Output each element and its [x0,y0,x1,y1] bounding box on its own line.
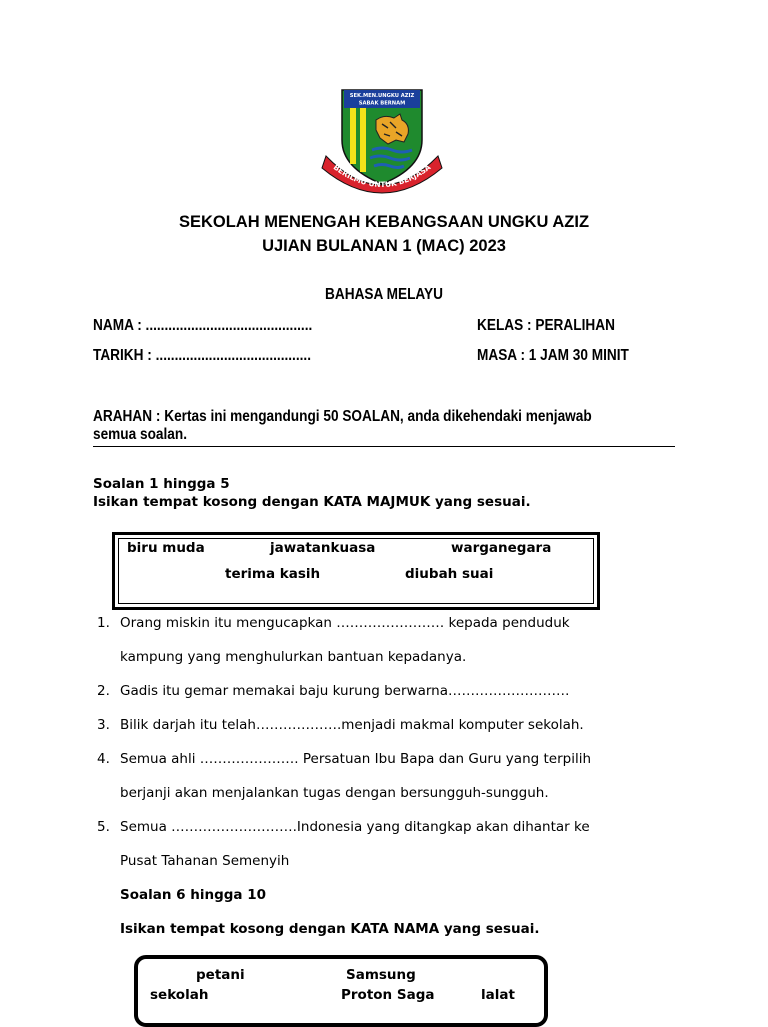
instructions-line-1: ARAHAN : Kertas ini mengandungi 50 SOALAN, anda dikehendaki menjawab [93,408,592,425]
name-field: NAMA : ............................................ [93,317,313,334]
word-bank-2-item: Samsung [346,967,416,983]
word-bank-1-item: terima kasih [225,566,321,582]
word-bank-1-item: jawatankuasa [270,540,376,556]
word-bank-2-item: sekolah [150,987,209,1003]
date-field: TARIKH : ......................................... [93,347,312,364]
word-bank-2-item: Proton Saga [341,987,435,1003]
section-2-range: Soalan 6 hingga 10 [120,887,267,903]
crest-motto: BERILMU UNTUK BERJASA [331,162,433,190]
divider [93,446,675,447]
section-1-range: Soalan 1 hingga 5 [93,476,230,492]
duration-field: MASA : 1 JAM 30 MINIT [477,347,629,364]
crest-sub-text: SABAK BERNAM [358,100,406,107]
school-crest-logo [318,84,446,198]
question-5-text: Semua ……………………….Indonesia yang ditangkap akan dihantar ke [120,819,590,835]
instructions-line-2: semua soalan. [93,426,188,443]
school-title [0,210,768,258]
question-2-text: Gadis itu gemar memakai baju kurung berwarna……………………… [120,683,570,699]
word-bank-2-item: petani [196,967,245,983]
section-2-instruction: Isikan tempat kosong dengan KATA NAMA yang sesuai. [120,921,540,937]
exam-name: UJIAN BULANAN 1 (MAC) 2023 [262,237,506,255]
crest-top-text: SEK.MEN.UNGKU AZIZ [349,93,415,99]
word-bank-1-item: biru muda [127,540,205,556]
question-number: 1. [97,615,110,631]
question-number: 4. [97,751,110,767]
question-1-text: Orang miskin itu mengucapkan …………………… kepada penduduk [120,615,570,631]
section-1-instruction: Isikan tempat kosong dengan KATA MAJMUK yang sesuai. [93,494,531,510]
question-4-text: Semua ahli …………………. Persatuan Ibu Bapa dan Guru yang terpilih [120,751,592,767]
word-bank-1-item: diubah suai [405,566,494,582]
question-3-text: Bilik darjah itu telah……………….menjadi makmal komputer sekolah. [120,717,584,733]
school-name: SEKOLAH MENENGAH KEBANGSAAN UNGKU AZIZ [178,213,590,231]
question-number: 2. [97,683,110,699]
word-bank-2-item: lalat [481,987,515,1003]
question-5-text-cont: Pusat Tahanan Semenyih [120,853,290,869]
question-number: 5. [97,819,110,835]
question-1-text-cont: kampung yang menghulurkan bantuan kepadanya. [120,649,467,665]
question-number: 3. [97,717,110,733]
subject-title: BAHASA MELAYU [325,286,443,303]
question-4-text-cont: berjanji akan menjalankan tugas dengan bersungguh-sungguh. [120,785,549,801]
word-bank-1-item: warganegara [451,540,552,556]
instructions [93,408,656,444]
class-field: KELAS : PERALIHAN [477,317,615,334]
